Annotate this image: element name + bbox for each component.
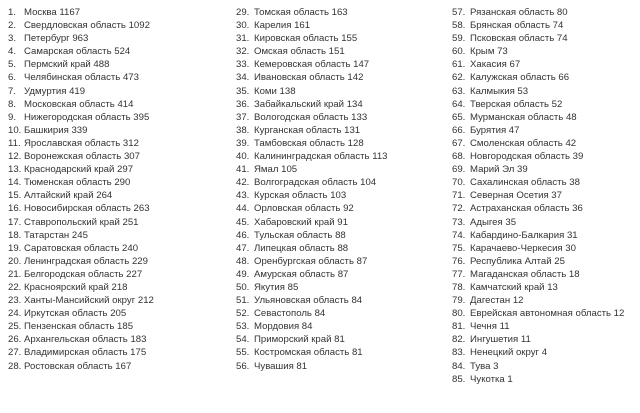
list-item-number: 41.: [236, 164, 250, 176]
list-item-text: Пензенская область 185: [24, 321, 134, 333]
list-item-text: Тверская область 52: [470, 98, 563, 110]
list-item-number: 25.: [8, 321, 22, 333]
list-item: [236, 242, 436, 255]
list-item-text: Костромская область 81: [254, 347, 363, 359]
list-item: [8, 85, 222, 98]
list-item: [452, 268, 640, 281]
list-item-text: Калмыкия 53: [470, 85, 529, 97]
list-item: [8, 229, 222, 242]
list-item-text: Новосибирская область 263: [24, 203, 150, 215]
list-column-2: [236, 6, 436, 373]
list-item-number: 78.: [452, 281, 466, 293]
list-item-text: Тува 3: [470, 360, 499, 372]
list-item: [8, 242, 222, 255]
list-item: [236, 45, 436, 58]
list-item: [452, 216, 640, 229]
list-item-number: 61.: [452, 59, 466, 71]
list-item: [8, 216, 222, 229]
list-item: [452, 71, 640, 84]
list-item-number: 15.: [8, 190, 22, 202]
list-item: [8, 333, 222, 346]
list-item-text: Липецкая область 88: [254, 242, 349, 254]
list-item-number: 83.: [452, 347, 466, 359]
list-item: [8, 268, 222, 281]
list-item-number: 5.: [8, 59, 17, 71]
list-item: [8, 176, 222, 189]
list-item-number: 42.: [236, 177, 250, 189]
list-item: [8, 346, 222, 359]
list-item: [452, 111, 640, 124]
list-item-text: Камчатский край 13: [470, 281, 558, 293]
list-item-number: 73.: [452, 216, 466, 228]
list-item: [236, 189, 436, 202]
list-item-text: Курская область 103: [254, 190, 347, 202]
list-item-number: 46.: [236, 229, 250, 241]
list-item-text: Ленинградская область 229: [24, 255, 148, 267]
list-item-number: 37.: [236, 111, 250, 123]
list-item: [8, 111, 222, 124]
list-item-number: 7.: [8, 85, 17, 97]
list-item-text: Марий Эл 39: [470, 164, 528, 176]
list-item-text: Воронежская область 307: [24, 151, 140, 163]
list-item: [236, 163, 436, 176]
list-item: [8, 98, 222, 111]
list-item: [452, 202, 640, 215]
list-item: [236, 320, 436, 333]
list-item-number: 66.: [452, 124, 466, 136]
list-item-text: Белгородская область 227: [24, 268, 143, 280]
list-item: [452, 45, 640, 58]
list-item-text: Орловская область 92: [254, 203, 354, 215]
list-item-text: Еврейская автономная область 12: [470, 308, 625, 320]
list-item: [236, 333, 436, 346]
list-item: [452, 307, 640, 320]
list-item: [452, 320, 640, 333]
list-item: [236, 360, 436, 373]
list-item: [236, 346, 436, 359]
list-item-text: Рязанская область 80: [470, 7, 568, 18]
list-item-number: 38.: [236, 124, 250, 136]
list-item-text: Ставропольский край 251: [24, 216, 139, 228]
list-item-text: Магаданская область 18: [470, 268, 580, 280]
list-item-text: Челябинская область 473: [24, 72, 139, 84]
list-item-text: Курганская область 131: [254, 124, 361, 136]
list-item-number: 79.: [452, 295, 466, 307]
list-item-number: 11.: [8, 137, 21, 149]
list-item-number: 76.: [452, 255, 466, 267]
list-item: [8, 150, 222, 163]
list-item-number: 60.: [452, 46, 466, 58]
list-item: [452, 176, 640, 189]
list-item-text: Коми 138: [254, 85, 296, 97]
list-item-number: 13.: [8, 164, 22, 176]
list-item-number: 54.: [236, 334, 250, 346]
list-item-text: Ингушетия 11: [470, 334, 531, 346]
list-item-number: 31.: [236, 33, 250, 45]
list-item: [236, 255, 436, 268]
list-item: [236, 202, 436, 215]
list-item-number: 75.: [452, 242, 466, 254]
list-item-number: 59.: [452, 33, 466, 45]
list-item-text: Архангельская область 183: [24, 334, 147, 346]
list-item: [236, 58, 436, 71]
list-item-text: Мордовия 84: [254, 321, 313, 333]
list-item-number: 34.: [236, 72, 250, 84]
list-item-text: Ярославская область 312: [24, 137, 139, 149]
list-item: [8, 202, 222, 215]
list-item-text: Смоленская область 42: [470, 137, 577, 149]
list-item-text: Адыгея 35: [470, 216, 517, 228]
list-item: [452, 32, 640, 45]
list-item-text: Удмуртия 419: [24, 85, 86, 97]
list-item: [236, 176, 436, 189]
list-item-number: 72.: [452, 203, 466, 215]
list-item-number: 80.: [452, 308, 466, 320]
list-item-text: Иркутская область 205: [24, 308, 127, 320]
list-item: [452, 124, 640, 137]
list-item-number: 49.: [236, 268, 250, 280]
list-item: [452, 346, 640, 359]
list-item-number: 27.: [8, 347, 22, 359]
list-item: [236, 281, 436, 294]
list-item-number: 29.: [236, 7, 250, 18]
list-item-text: Нижегородская область 395: [24, 111, 150, 123]
list-item-text: Калининградская область 113: [254, 151, 388, 163]
list-item: [452, 150, 640, 163]
list-item-number: 26.: [8, 334, 22, 346]
list-item: [8, 320, 222, 333]
list-item-number: 58.: [452, 20, 466, 32]
list-item-number: 81.: [452, 321, 466, 333]
list-item-text: Пермский край 488: [24, 59, 110, 71]
list-item: [236, 124, 436, 137]
list-item-number: 44.: [236, 203, 250, 215]
list-item-text: Севастополь 84: [254, 308, 326, 320]
list-item-text: Карелия 161: [254, 20, 311, 32]
list-item: [236, 294, 436, 307]
list-item-number: 65.: [452, 111, 466, 123]
list-item-text: Кабардино-Балкария 31: [470, 229, 578, 241]
list-item-text: Астраханская область 36: [470, 203, 583, 215]
list-item-number: 45.: [236, 216, 250, 228]
list-item-text: Приморский край 81: [254, 334, 345, 346]
list-item-text: Красноярский край 218: [24, 281, 128, 293]
list-item-number: 63.: [452, 85, 466, 97]
list-item-number: 64.: [452, 98, 466, 110]
list-item-number: 53.: [236, 321, 250, 333]
list-item-number: 47.: [236, 242, 250, 254]
list-column-3: [452, 6, 640, 386]
list-item-text: Новгородская область 39: [470, 151, 584, 163]
list-item: [452, 360, 640, 373]
list-item: [452, 294, 640, 307]
list-item-number: 32.: [236, 46, 250, 58]
list-item-text: Калужская область 66: [470, 72, 570, 84]
list-item-text: Псковская область 74: [470, 33, 568, 45]
list-item-number: 30.: [236, 20, 250, 32]
list-item-text: Кировская область 155: [254, 33, 358, 45]
list-item: [8, 32, 222, 45]
list-item-number: 12.: [8, 151, 22, 163]
list-item: [8, 360, 222, 373]
list-item: [452, 19, 640, 32]
list-item: [452, 85, 640, 98]
list-item-text: Ульяновская область 84: [254, 295, 363, 307]
list-item: [236, 307, 436, 320]
list-item-number: 2.: [8, 20, 17, 32]
list-item-text: Карачаево-Черкесия 30: [470, 242, 576, 254]
list-item-number: 35.: [236, 85, 250, 97]
list-item-number: 18.: [8, 229, 22, 241]
list-item-number: 62.: [452, 72, 466, 84]
list-item: [452, 98, 640, 111]
list-item-number: 17.: [8, 216, 22, 228]
list-item-text: Мурманская область 48: [470, 111, 577, 123]
list-item-number: 10.: [8, 124, 22, 136]
list-item-number: 85.: [452, 373, 466, 385]
list-item: [8, 294, 222, 307]
list-item-text: Томская область 163: [254, 7, 348, 18]
list-item-number: 22.: [8, 281, 22, 293]
list-item-text: Ханты-Мансийский округ 212: [24, 295, 154, 307]
list-item: [8, 58, 222, 71]
list-item-text: Омская область 151: [254, 46, 345, 58]
list-item: [8, 45, 222, 58]
list-item: [452, 189, 640, 202]
list-item: [452, 6, 640, 19]
list-item-number: 52.: [236, 308, 250, 320]
list-item: [236, 71, 436, 84]
list-item-text: Саратовская область 240: [24, 242, 139, 254]
list-item-text: Ивановская область 142: [254, 72, 364, 84]
list-item-text: Кемеровская область 147: [254, 59, 370, 71]
list-item: [236, 229, 436, 242]
list-item: [452, 333, 640, 346]
list-item-number: 16.: [8, 203, 22, 215]
list-item-number: 36.: [236, 98, 250, 110]
list-item: [8, 137, 222, 150]
list-item: [452, 255, 640, 268]
list-item: [452, 163, 640, 176]
list-item: [452, 281, 640, 294]
list-item: [236, 32, 436, 45]
list-item-text: Владимирская область 175: [24, 347, 147, 359]
list-item-text: Краснодарский край 297: [24, 164, 134, 176]
list-item: [8, 71, 222, 84]
list-item-text: Сахалинская область 38: [470, 177, 580, 189]
list-item-text: Ямал 105: [254, 164, 298, 176]
list-item-text: Крым 73: [470, 46, 508, 58]
list-item-text: Чечня 11: [470, 321, 510, 333]
list-item-text: Петербург 963: [24, 33, 89, 45]
list-item: [8, 189, 222, 202]
list-item: [236, 85, 436, 98]
list-item-number: 1.: [8, 7, 17, 18]
list-item: [236, 6, 436, 19]
list-item-number: 77.: [452, 268, 466, 280]
list-item-number: 84.: [452, 360, 466, 372]
list-item: [236, 137, 436, 150]
list-item-text: Татарстан 245: [24, 229, 88, 241]
list-item-text: Дагестан 12: [470, 295, 524, 307]
list-item-number: 8.: [8, 98, 17, 110]
list-item-number: 71.: [452, 190, 466, 202]
list-item: [236, 150, 436, 163]
list-item-text: Тюменская область 290: [24, 177, 131, 189]
list-item-number: 51.: [236, 295, 250, 307]
list-item: [452, 137, 640, 150]
list-item: [8, 163, 222, 176]
list-item: [236, 111, 436, 124]
list-item: [8, 124, 222, 137]
list-item-text: Оренбургская область 87: [254, 255, 368, 267]
list-item-number: 43.: [236, 190, 250, 202]
list-item: [236, 19, 436, 32]
list-item-text: Самарская область 524: [24, 46, 131, 58]
list-item-number: 68.: [452, 151, 466, 163]
list-item-number: 28.: [8, 360, 22, 372]
list-item-text: Чувашия 81: [254, 360, 308, 372]
list-item-number: 56.: [236, 360, 250, 372]
list-item-number: 3.: [8, 33, 17, 45]
list-item-number: 24.: [8, 308, 22, 320]
list-item: [8, 281, 222, 294]
list-item: [236, 216, 436, 229]
list-item-text: Свердловская область 1092: [24, 20, 150, 32]
list-item-number: 9.: [8, 111, 17, 123]
list-item-text: Ростовская область 167: [24, 360, 132, 372]
list-item-text: Башкирия 339: [24, 124, 88, 136]
list-item-number: 19.: [8, 242, 22, 254]
list-item-text: Бурятия 47: [470, 124, 520, 136]
list-item-text: Амурская область 87: [254, 268, 349, 280]
list-item-number: 57.: [452, 7, 466, 18]
list-item-text: Якутия 85: [254, 281, 299, 293]
list-item-number: 55.: [236, 347, 250, 359]
list-item-number: 67.: [452, 137, 466, 149]
list-item-text: Тамбовская область 128: [254, 137, 364, 149]
list-item: [452, 242, 640, 255]
list-item-text: Москва 1167: [24, 7, 81, 18]
list-item-number: 82.: [452, 334, 466, 346]
list-item-text: Республика Алтай 25: [470, 255, 565, 267]
list-item-text: Забайкальский край 134: [254, 98, 363, 110]
list-item-number: 39.: [236, 137, 250, 149]
list-item-number: 21.: [8, 268, 22, 280]
list-item: [452, 229, 640, 242]
list-item-number: 6.: [8, 72, 17, 84]
list-item-text: Хакасия 67: [470, 59, 521, 71]
list-item-number: 14.: [8, 177, 22, 189]
list-item-text: Чукотка 1: [470, 373, 513, 385]
list-item: [8, 255, 222, 268]
list-item: [236, 98, 436, 111]
list-item-text: Ненецкий округ 4: [470, 347, 548, 359]
list-item-number: 33.: [236, 59, 250, 71]
list-item: [8, 19, 222, 32]
list-item-number: 40.: [236, 151, 250, 163]
list-item-number: 48.: [236, 255, 250, 267]
list-item-text: Хабаровский край 91: [254, 216, 348, 228]
list-item-number: 74.: [452, 229, 466, 241]
list-item-text: Алтайский край 264: [24, 190, 113, 202]
list-item: [8, 6, 222, 19]
list-item-text: Московская область 414: [24, 98, 134, 110]
list-item-text: Северная Осетия 37: [470, 190, 562, 202]
list-item-number: 70.: [452, 177, 466, 189]
list-item: [452, 373, 640, 386]
list-item-number: 4.: [8, 46, 17, 58]
list-item: [452, 58, 640, 71]
list-item: [236, 268, 436, 281]
list-item-number: 50.: [236, 281, 250, 293]
list-item-text: Тульская область 88: [254, 229, 346, 241]
list-item-text: Вологодская область 133: [254, 111, 368, 123]
list-item-number: 23.: [8, 295, 22, 307]
list-item-number: 69.: [452, 164, 466, 176]
list-column-1: [8, 6, 222, 373]
list-item-text: Брянская область 74: [470, 20, 564, 32]
list-item-text: Волгоградская область 104: [254, 177, 377, 189]
list-item: [8, 307, 222, 320]
list-item-number: 20.: [8, 255, 22, 267]
